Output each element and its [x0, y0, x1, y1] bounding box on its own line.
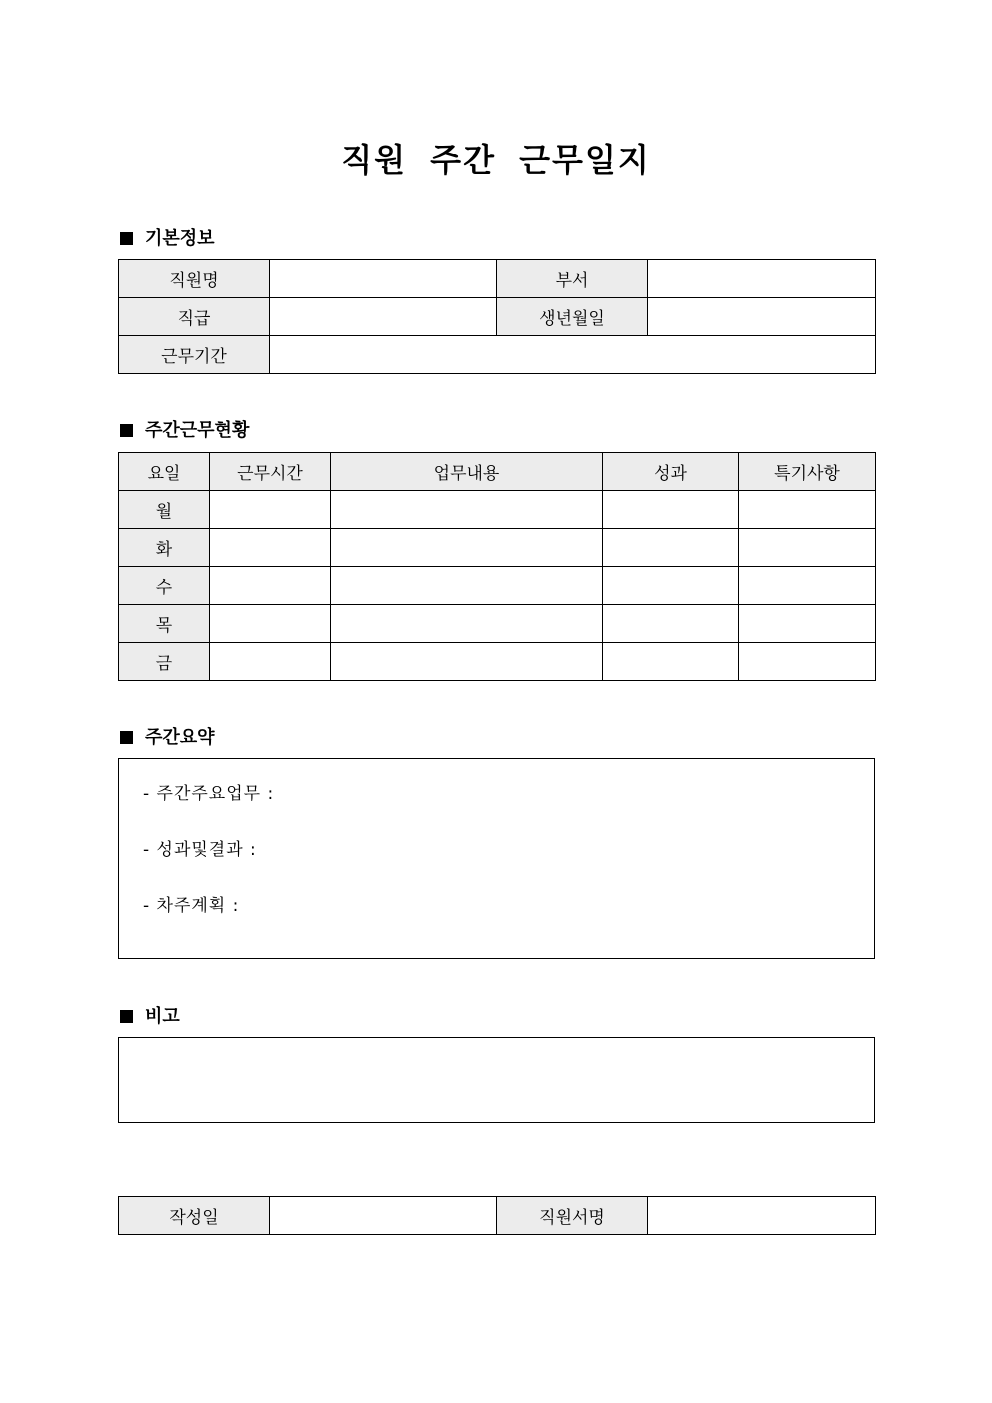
- section-title-basic-info: [120, 224, 215, 250]
- table-row: [119, 1197, 876, 1235]
- date-field[interactable]: [270, 1197, 497, 1235]
- basic-info-table: [118, 259, 876, 374]
- summary-results-line: - 성과및결과 :: [143, 840, 257, 860]
- square-bullet-icon: [120, 731, 133, 744]
- header-work-content: 업무내용: [331, 453, 603, 491]
- table-row: [119, 605, 876, 643]
- section-label: 기본정보: [145, 228, 215, 249]
- hours-field[interactable]: [210, 529, 331, 567]
- table-row: [119, 567, 876, 605]
- notes-field[interactable]: [739, 605, 876, 643]
- result-field[interactable]: [603, 529, 739, 567]
- result-field[interactable]: [603, 567, 739, 605]
- date-label: 작성일: [119, 1197, 270, 1235]
- content-field[interactable]: [331, 491, 603, 529]
- name-field[interactable]: [270, 260, 497, 298]
- dept-label: 부서: [497, 260, 648, 298]
- content-field[interactable]: [331, 643, 603, 681]
- name-label: 직원명: [119, 260, 270, 298]
- table-row: [119, 643, 876, 681]
- notes-field[interactable]: [739, 529, 876, 567]
- notes-field[interactable]: [739, 643, 876, 681]
- rank-field[interactable]: [270, 298, 497, 336]
- section-label: 주간근무현황: [145, 420, 250, 441]
- rank-label: 직급: [119, 298, 270, 336]
- period-label: 근무기간: [119, 336, 270, 374]
- hours-field[interactable]: [210, 605, 331, 643]
- header-notes: 특기사항: [739, 453, 876, 491]
- remarks-box[interactable]: [118, 1037, 875, 1123]
- table-row: [119, 336, 876, 374]
- result-field[interactable]: [603, 491, 739, 529]
- period-field[interactable]: [270, 336, 876, 374]
- hours-field[interactable]: [210, 643, 331, 681]
- content-field[interactable]: [331, 529, 603, 567]
- section-label: 주간요약: [145, 727, 215, 748]
- signature-table: [118, 1196, 876, 1235]
- section-title-weekly-summary: [120, 723, 215, 749]
- section-title-weekly-status: [120, 416, 249, 442]
- signature-field[interactable]: [648, 1197, 876, 1235]
- table-row: [119, 491, 876, 529]
- result-field[interactable]: [603, 605, 739, 643]
- content-field[interactable]: [331, 567, 603, 605]
- page-title: 직원 주간 근무일지: [341, 141, 651, 179]
- header-work-hours: 근무시간: [210, 453, 331, 491]
- section-label: 비고: [145, 1006, 180, 1027]
- weekly-table: [118, 452, 876, 681]
- table-row: [119, 529, 876, 567]
- weekly-summary-box[interactable]: [118, 758, 875, 959]
- header-result: 성과: [603, 453, 739, 491]
- day-cell: 화: [119, 529, 210, 567]
- day-cell: 수: [119, 567, 210, 605]
- hours-field[interactable]: [210, 491, 331, 529]
- signature-label: 직원서명: [497, 1197, 648, 1235]
- table-row: [119, 298, 876, 336]
- notes-field[interactable]: [739, 567, 876, 605]
- summary-main-tasks-line: - 주간주요업무 :: [143, 784, 275, 804]
- table-header-row: [119, 453, 876, 491]
- birth-field[interactable]: [648, 298, 876, 336]
- square-bullet-icon: [120, 424, 133, 437]
- summary-next-plan-line: - 차주계획 :: [143, 896, 240, 916]
- hours-field[interactable]: [210, 567, 331, 605]
- section-title-remarks: [120, 1002, 180, 1028]
- square-bullet-icon: [120, 1010, 133, 1023]
- notes-field[interactable]: [739, 491, 876, 529]
- day-cell: 금: [119, 643, 210, 681]
- dept-field[interactable]: [648, 260, 876, 298]
- header-day: 요일: [119, 453, 210, 491]
- table-row: [119, 260, 876, 298]
- birth-label: 생년월일: [497, 298, 648, 336]
- content-field[interactable]: [331, 605, 603, 643]
- result-field[interactable]: [603, 643, 739, 681]
- day-cell: 목: [119, 605, 210, 643]
- square-bullet-icon: [120, 232, 133, 245]
- day-cell: 월: [119, 491, 210, 529]
